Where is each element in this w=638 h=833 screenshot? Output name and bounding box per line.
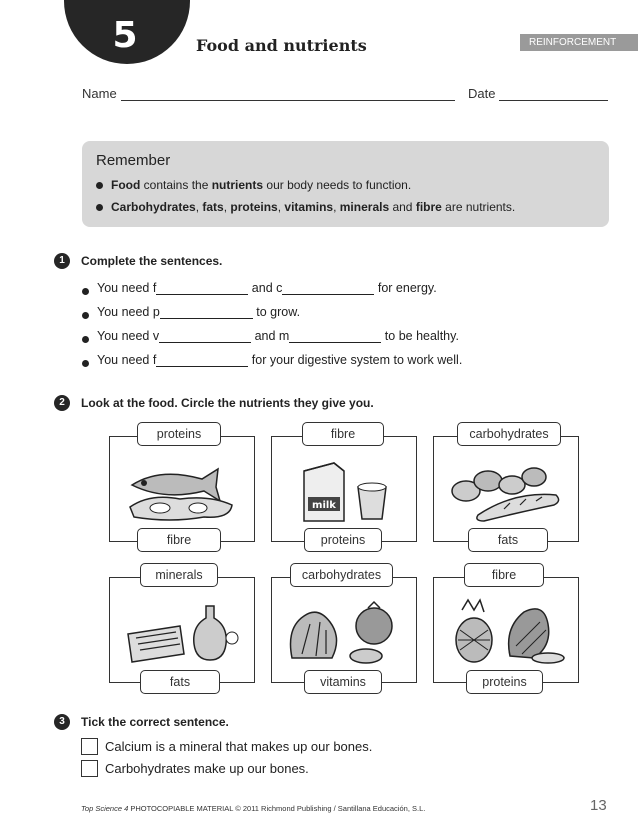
nutrient-option-fibre[interactable]: fibre xyxy=(137,528,221,552)
sentence-1-part-a: You need f xyxy=(97,281,157,295)
blank-field[interactable] xyxy=(282,283,374,295)
blank-field[interactable] xyxy=(156,283,248,295)
sentence-4 xyxy=(82,353,462,367)
artichoke-pineapple-icon xyxy=(444,598,568,666)
milk-yogurt-icon xyxy=(282,457,406,525)
copyright-footer xyxy=(81,804,425,813)
remember-run: are nutrients. xyxy=(441,200,516,214)
page-number: 13 xyxy=(590,797,607,814)
sentence-3-part-a: You need v xyxy=(97,329,160,343)
unit-number: 5 xyxy=(112,15,138,56)
name-line[interactable] xyxy=(121,89,455,101)
food-box-oil-sardines xyxy=(109,577,255,683)
bullet-icon xyxy=(82,336,89,343)
nutrient-option-carbohydrates[interactable]: carbohydrates xyxy=(457,422,561,446)
nutrient-option-proteins[interactable]: proteins xyxy=(466,670,543,694)
question-number-1: 1 xyxy=(54,253,70,269)
remember-text-1 xyxy=(111,178,411,192)
sentence-2 xyxy=(82,305,300,319)
remember-run: vitamins xyxy=(284,200,334,214)
remember-line-1 xyxy=(96,174,595,196)
nutrient-option-fats[interactable]: fats xyxy=(468,528,548,552)
food-box-artichoke-pineapple xyxy=(433,577,579,683)
remember-run: Food xyxy=(111,178,141,192)
remember-title: Remember xyxy=(96,152,171,169)
bullet-icon xyxy=(82,288,89,295)
date-label: Date xyxy=(468,86,496,101)
sentence-4-part-a: You need f xyxy=(97,353,157,367)
remember-run: , xyxy=(333,200,340,214)
remember-run: , xyxy=(223,200,231,214)
sentence-4-part-b: for your digestive system to work well. xyxy=(248,353,463,367)
bullet-icon xyxy=(82,360,89,367)
remember-run: fibre xyxy=(415,200,442,214)
remember-run: , xyxy=(195,200,203,214)
sentence-1 xyxy=(82,281,437,295)
blank-field[interactable] xyxy=(160,307,253,319)
food-box-milk-yogurt xyxy=(271,436,417,542)
remember-run: minerals xyxy=(339,200,390,214)
reinforcement-tag: REINFORCEMENT xyxy=(520,34,638,51)
bullet-icon xyxy=(82,312,89,319)
nutrient-option-proteins[interactable]: proteins xyxy=(304,528,382,552)
food-box-vegetables xyxy=(271,577,417,683)
nutrient-option-carbohydrates[interactable]: carbohydrates xyxy=(290,563,393,587)
sentence-3-part-b: and m xyxy=(251,329,290,343)
question-number-2: 2 xyxy=(54,395,70,411)
sentence-1-part-c: for energy. xyxy=(374,281,437,295)
remember-text-2 xyxy=(111,200,515,214)
nutrient-option-proteins[interactable]: proteins xyxy=(137,422,221,446)
question-2-instruction: Look at the food. Circle the nutrients they give you. xyxy=(81,396,374,410)
sentence-3 xyxy=(82,329,459,343)
remember-run: proteins xyxy=(230,200,278,214)
question-number-3: 3 xyxy=(54,714,70,730)
blank-field[interactable] xyxy=(156,355,248,367)
nutrient-option-fibre[interactable]: fibre xyxy=(464,563,544,587)
date-line[interactable] xyxy=(499,89,608,101)
potatoes-bread-icon xyxy=(444,457,568,525)
sentence-2-part-a: You need p xyxy=(97,305,160,319)
bullet-icon xyxy=(96,182,103,189)
tick-checkbox-1[interactable] xyxy=(81,738,98,755)
blank-field[interactable] xyxy=(159,331,251,343)
series-name: Top Science 4 xyxy=(81,804,129,813)
remember-run: fats xyxy=(202,200,224,214)
page-title: Food and nutrients xyxy=(196,36,367,55)
copyright-text: PHOTOCOPIABLE MATERIAL © 2011 Richmond Publishing / Santillana Educación, S.L. xyxy=(128,804,426,813)
name-field[interactable] xyxy=(82,86,455,101)
nutrient-option-vitamins[interactable]: vitamins xyxy=(304,670,382,694)
question-1-instruction: Complete the sentences. xyxy=(81,254,223,268)
name-label: Name xyxy=(82,86,117,101)
sentence-2-part-b: to grow. xyxy=(252,305,301,319)
remember-box xyxy=(82,141,609,227)
sentence-3-part-c: to be healthy. xyxy=(381,329,459,343)
date-field[interactable] xyxy=(468,86,608,101)
tick-checkbox-2[interactable] xyxy=(81,760,98,777)
nutrient-option-fats[interactable]: fats xyxy=(140,670,220,694)
question-3-instruction: Tick the correct sentence. xyxy=(81,715,229,729)
nutrient-option-fibre[interactable]: fibre xyxy=(302,422,384,446)
remember-line-2 xyxy=(96,196,595,218)
oil-sardines-icon xyxy=(120,598,244,666)
fish-meat-icon xyxy=(120,457,244,525)
remember-run: and xyxy=(389,200,416,214)
sentence-1-part-b: and c xyxy=(248,281,283,295)
tick-option-2: Carbohydrates make up our bones. xyxy=(105,761,309,776)
remember-run: , xyxy=(277,200,285,214)
vegetables-icon xyxy=(282,598,406,666)
tick-option-1: Calcium is a mineral that makes up our bones. xyxy=(105,739,373,754)
remember-run: Carbohydrates xyxy=(111,200,196,214)
svg-text:milk: milk xyxy=(312,500,336,511)
food-box-potatoes-bread xyxy=(433,436,579,542)
remember-run: our body needs to function. xyxy=(263,178,412,192)
remember-run: nutrients xyxy=(211,178,264,192)
blank-field[interactable] xyxy=(289,331,381,343)
remember-run: contains the xyxy=(140,178,212,192)
bullet-icon xyxy=(96,204,103,211)
nutrient-option-minerals[interactable]: minerals xyxy=(140,563,218,587)
food-box-fish-meat xyxy=(109,436,255,542)
